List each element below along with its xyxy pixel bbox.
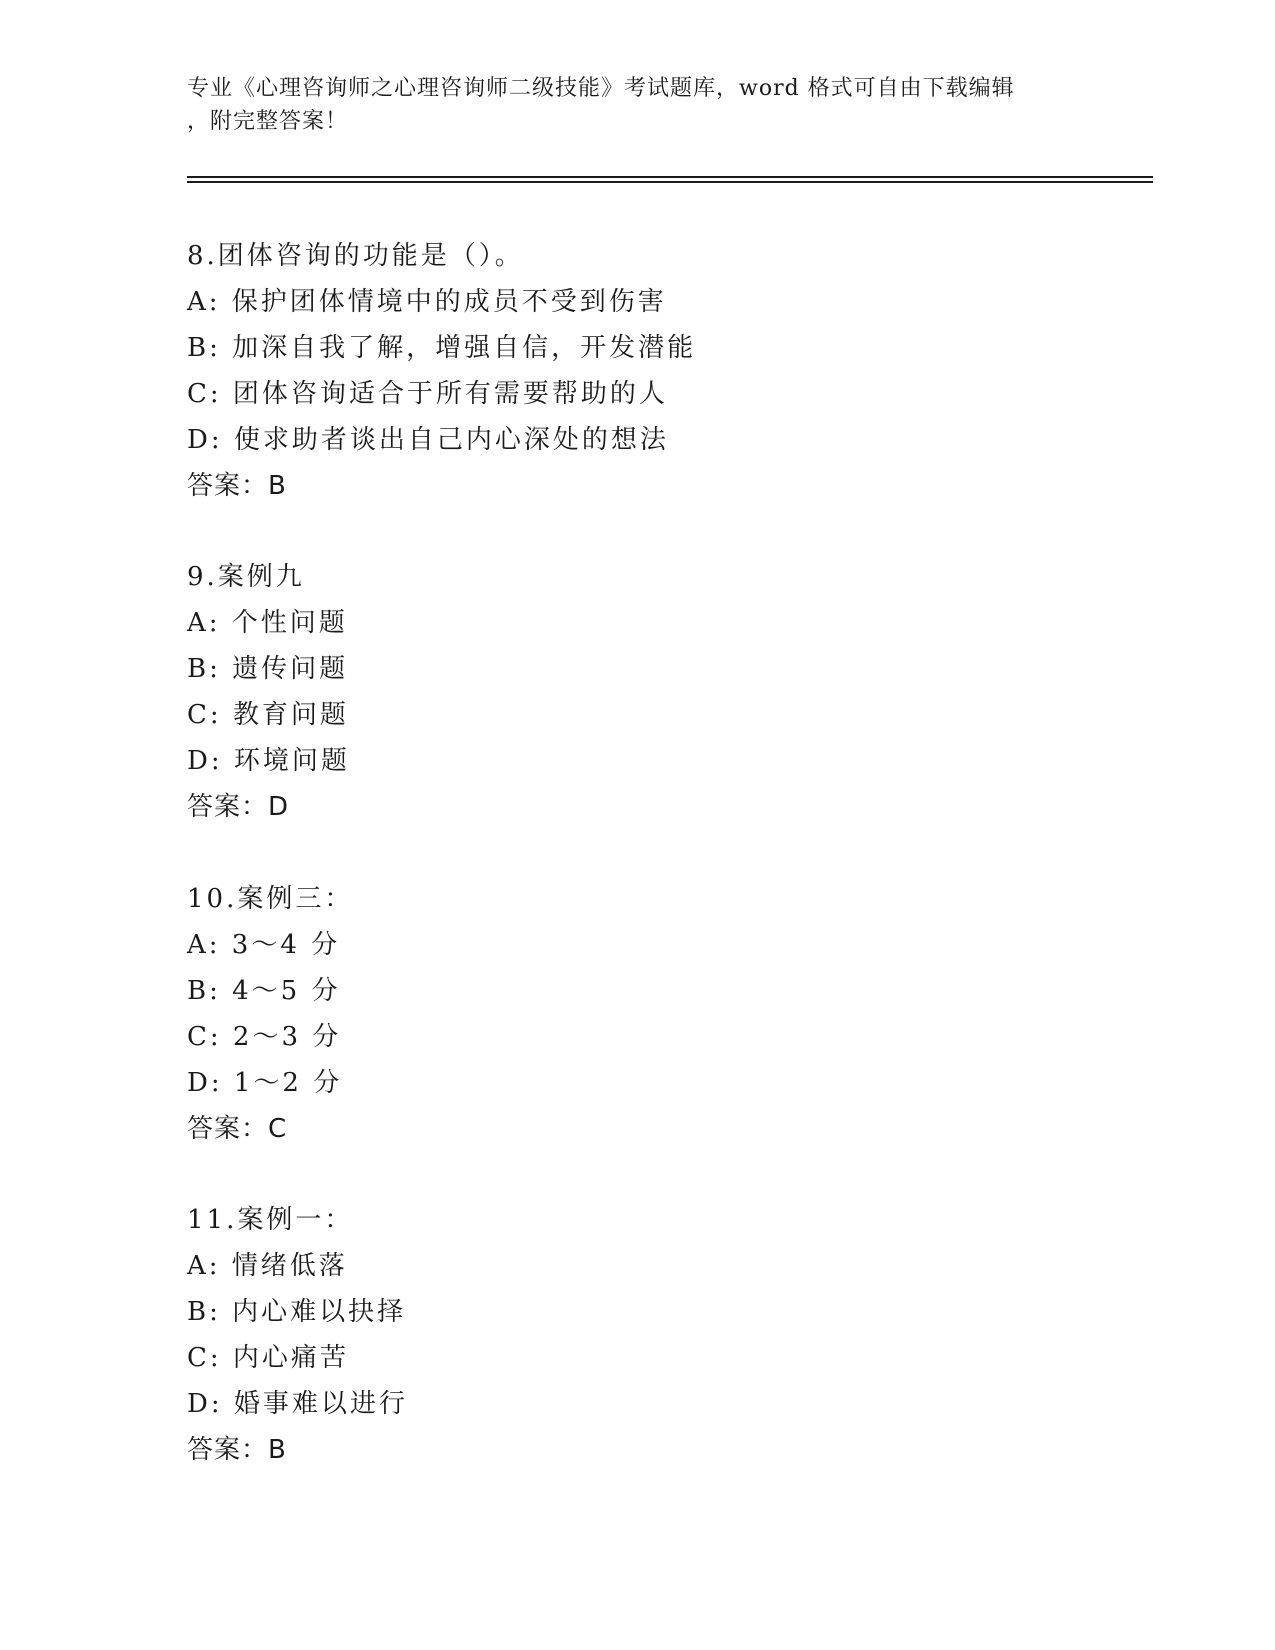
document-header (187, 72, 1087, 138)
option-b: B: 内心难以抉择 (187, 1297, 407, 1327)
question-stem: 11.案例一： (187, 1205, 354, 1235)
answer-line: 答案：B (187, 471, 287, 501)
option-c: C: 2～3 分 (187, 1022, 342, 1052)
option-d: D: 环境问题 (187, 746, 350, 776)
question-9 (187, 554, 1087, 830)
header-line-1: 专业《心理咨询师之心理咨询师二级技能》考试题库，word 格式可自由下载编辑 (187, 76, 1015, 101)
option-a: A: 个性问题 (187, 608, 348, 638)
option-d: D: 婚事难以进行 (187, 1389, 408, 1419)
option-b: B: 遗传问题 (187, 654, 349, 684)
answer-line: 答案：B (187, 1435, 287, 1465)
answer-line: 答案：D (187, 792, 290, 822)
question-11 (187, 1197, 1087, 1473)
answer-line: 答案：C (187, 1114, 288, 1144)
question-stem: 9.案例九 (187, 562, 305, 592)
option-d: D: 使求助者谈出自己内心深处的想法 (187, 425, 669, 455)
option-c: C: 团体咨询适合于所有需要帮助的人 (187, 379, 668, 409)
question-10 (187, 876, 1087, 1152)
question-stem: 10.案例三： (187, 884, 354, 914)
option-c: C: 内心痛苦 (187, 1343, 349, 1373)
header-divider-bottom (187, 181, 1153, 183)
option-a: A: 3～4 分 (187, 930, 341, 960)
question-stem: 8.团体咨询的功能是（）。 (187, 241, 524, 271)
option-c: C: 教育问题 (187, 700, 349, 730)
option-d: D: 1～2 分 (187, 1068, 343, 1098)
header-line-2: ，附完整答案！ (187, 109, 349, 134)
header-divider-top (187, 176, 1153, 178)
option-a: A: 情绪低落 (187, 1251, 348, 1281)
option-b: B: 加深自我了解，增强自信，开发潜能 (187, 333, 697, 363)
question-8 (187, 233, 1087, 509)
option-a: A: 保护团体情境中的成员不受到伤害 (187, 287, 667, 317)
option-b: B: 4～5 分 (187, 976, 341, 1006)
